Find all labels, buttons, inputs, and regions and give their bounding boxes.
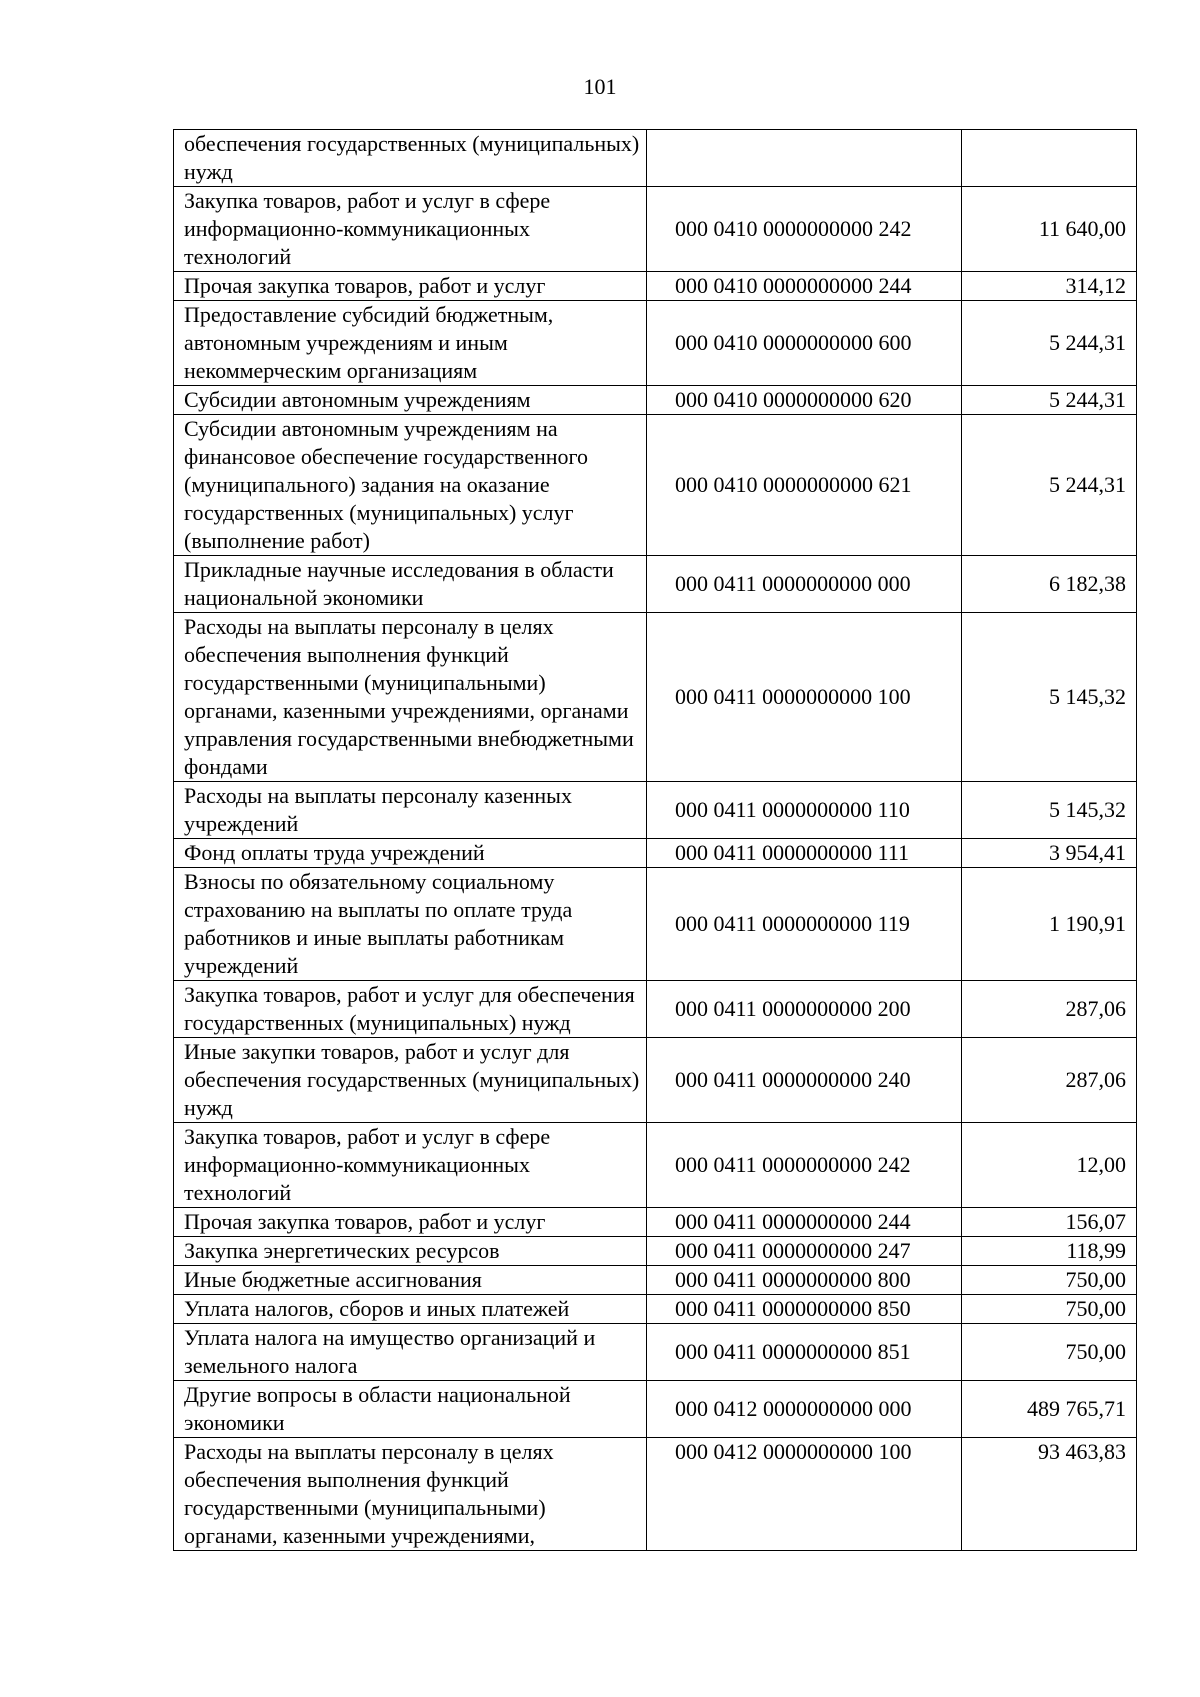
row-code: 000 0411 0000000000 200	[647, 981, 962, 1038]
row-sum: 118,99	[962, 1237, 1137, 1266]
row-code: 000 0412 0000000000 100	[647, 1438, 962, 1551]
row-code	[647, 130, 962, 187]
row-name: Иные бюджетные ассигнования	[174, 1266, 647, 1295]
row-sum	[962, 130, 1137, 187]
row-name: Уплата налогов, сборов и иных платежей	[174, 1295, 647, 1324]
row-name: Взносы по обязательному социальному страхованию на выплаты по оплате труда работников и иные выплаты работникам учреждений	[174, 868, 647, 981]
row-code: 000 0411 0000000000 000	[647, 556, 962, 613]
table-row	[174, 613, 1137, 782]
row-sum: 11 640,00	[962, 187, 1137, 272]
table-row	[174, 130, 1137, 187]
row-name: Уплата налога на имущество организаций и земельного налога	[174, 1324, 647, 1381]
table-row	[174, 1324, 1137, 1381]
row-code: 000 0410 0000000000 242	[647, 187, 962, 272]
row-name: Субсидии автономным учреждениям	[174, 386, 647, 415]
table-row	[174, 1237, 1137, 1266]
row-sum: 287,06	[962, 981, 1137, 1038]
row-sum: 287,06	[962, 1038, 1137, 1123]
row-name: обеспечения государственных (муниципальных) нужд	[174, 130, 647, 187]
row-code: 000 0410 0000000000 244	[647, 272, 962, 301]
row-name: Закупка товаров, работ и услуг в сфере информационно-коммуникационных технологий	[174, 187, 647, 272]
row-sum: 1 190,91	[962, 868, 1137, 981]
row-name: Субсидии автономным учреждениям на финансовое обеспечение государственного (муниципального) задания на оказание государственных (муниципальных) услуг (выполнение работ)	[174, 415, 647, 556]
row-name: Прочая закупка товаров, работ и услуг	[174, 1208, 647, 1237]
row-name: Фонд оплаты труда учреждений	[174, 839, 647, 868]
row-name: Закупка энергетических ресурсов	[174, 1237, 647, 1266]
row-code: 000 0410 0000000000 621	[647, 415, 962, 556]
row-code: 000 0411 0000000000 247	[647, 1237, 962, 1266]
row-code: 000 0411 0000000000 244	[647, 1208, 962, 1237]
row-code: 000 0412 0000000000 000	[647, 1381, 962, 1438]
row-name: Другие вопросы в области национальной экономики	[174, 1381, 647, 1438]
row-name: Расходы на выплаты персоналу в целях обеспечения выполнения функций государственными (муниципальными) органами, казенными учреждениями,	[174, 1438, 647, 1551]
row-code: 000 0411 0000000000 110	[647, 782, 962, 839]
row-code: 000 0410 0000000000 620	[647, 386, 962, 415]
table-row	[174, 556, 1137, 613]
page-number: 101	[583, 74, 617, 99]
row-sum: 750,00	[962, 1266, 1137, 1295]
row-name: Закупка товаров, работ и услуг в сфере информационно-коммуникационных технологий	[174, 1123, 647, 1208]
row-name: Иные закупки товаров, работ и услуг для обеспечения государственных (муниципальных) нужд	[174, 1038, 647, 1123]
budget-table	[173, 129, 1137, 1551]
row-code: 000 0411 0000000000 240	[647, 1038, 962, 1123]
table-row	[174, 868, 1137, 981]
table-row	[174, 415, 1137, 556]
row-sum: 6 182,38	[962, 556, 1137, 613]
row-code: 000 0411 0000000000 851	[647, 1324, 962, 1381]
row-sum: 3 954,41	[962, 839, 1137, 868]
table-row	[174, 187, 1137, 272]
table-row	[174, 1438, 1137, 1551]
row-name: Прочая закупка товаров, работ и услуг	[174, 272, 647, 301]
row-sum: 489 765,71	[962, 1381, 1137, 1438]
row-sum: 5 244,31	[962, 386, 1137, 415]
row-code: 000 0411 0000000000 800	[647, 1266, 962, 1295]
table-row	[174, 782, 1137, 839]
table-row	[174, 1266, 1137, 1295]
row-sum: 156,07	[962, 1208, 1137, 1237]
row-sum: 750,00	[962, 1295, 1137, 1324]
row-name: Расходы на выплаты персоналу в целях обеспечения выполнения функций государственными (муниципальными) органами, казенными учреждениями, органами управления государственными внебюджетными фондами	[174, 613, 647, 782]
row-name: Расходы на выплаты персоналу казенных учреждений	[174, 782, 647, 839]
table-row	[174, 839, 1137, 868]
table-row	[174, 1038, 1137, 1123]
row-name: Прикладные научные исследования в области национальной экономики	[174, 556, 647, 613]
row-sum: 5 244,31	[962, 301, 1137, 386]
row-code: 000 0411 0000000000 111	[647, 839, 962, 868]
table-row	[174, 1381, 1137, 1438]
row-sum: 314,12	[962, 272, 1137, 301]
row-sum: 750,00	[962, 1324, 1137, 1381]
table-row	[174, 272, 1137, 301]
row-name: Предоставление субсидий бюджетным, автономным учреждениям и иным некоммерческим организациям	[174, 301, 647, 386]
table-row	[174, 1208, 1137, 1237]
table-row	[174, 1295, 1137, 1324]
table-row	[174, 386, 1137, 415]
row-code: 000 0411 0000000000 119	[647, 868, 962, 981]
row-name: Закупка товаров, работ и услуг для обеспечения государственных (муниципальных) нужд	[174, 981, 647, 1038]
row-sum: 5 145,32	[962, 613, 1137, 782]
row-code: 000 0411 0000000000 100	[647, 613, 962, 782]
row-code: 000 0410 0000000000 600	[647, 301, 962, 386]
row-code: 000 0411 0000000000 242	[647, 1123, 962, 1208]
row-code: 000 0411 0000000000 850	[647, 1295, 962, 1324]
table-row	[174, 301, 1137, 386]
row-sum: 5 244,31	[962, 415, 1137, 556]
table-row	[174, 1123, 1137, 1208]
row-sum: 12,00	[962, 1123, 1137, 1208]
row-sum: 93 463,83	[962, 1438, 1137, 1551]
row-sum: 5 145,32	[962, 782, 1137, 839]
table-row	[174, 981, 1137, 1038]
